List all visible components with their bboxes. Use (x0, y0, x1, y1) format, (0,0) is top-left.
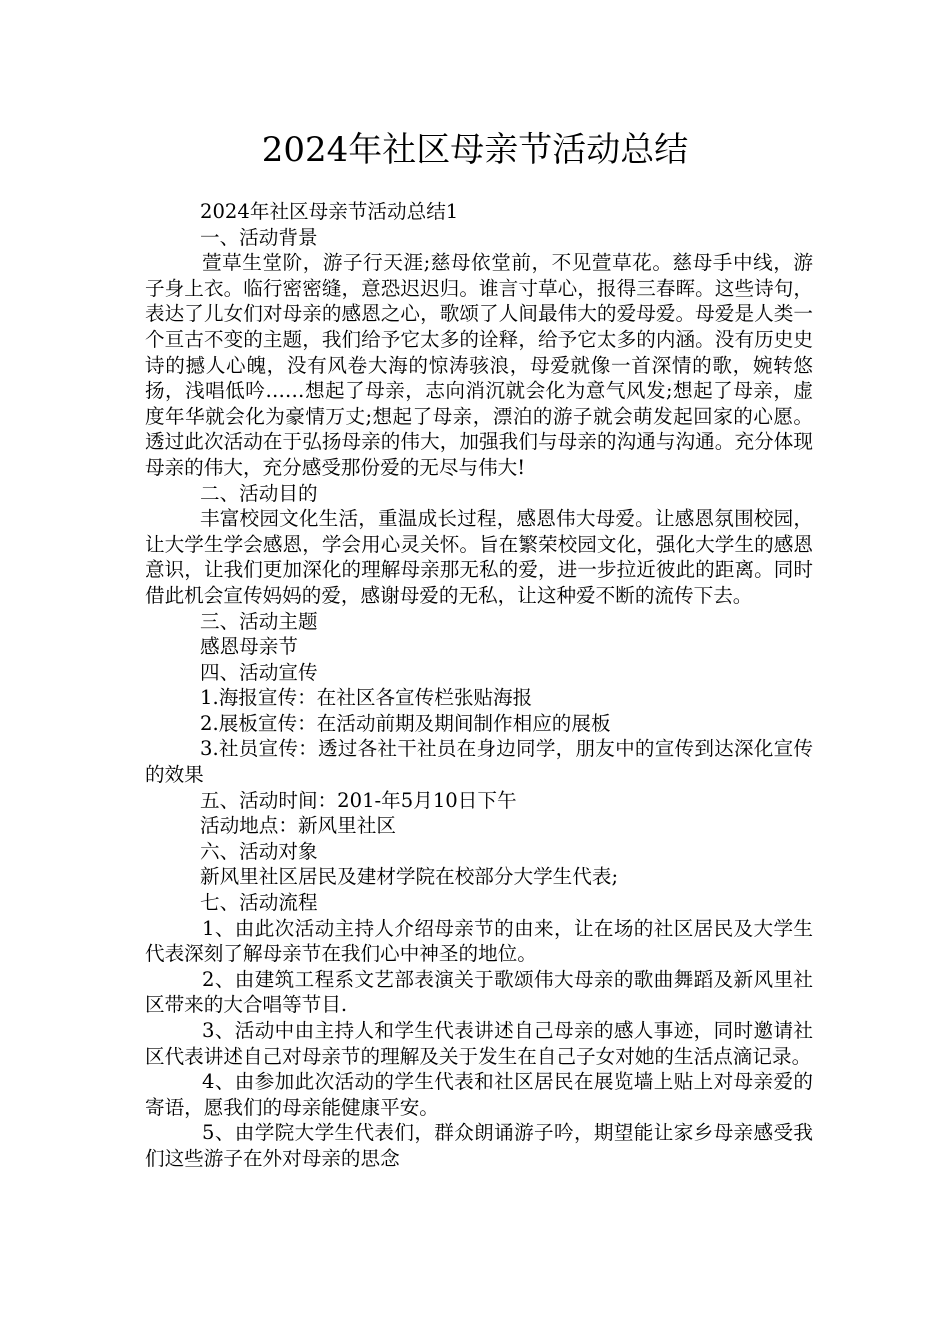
heading-time: 五、活动时间：201-年5月10日下午 (200, 788, 517, 812)
list-item-poster: 1.海报宣传：在社区各宣传栏张贴海报 (200, 686, 533, 710)
section-subtitle: 2024年社区母亲节活动总结1 (200, 200, 459, 223)
heading-background: 一、活动背景 (200, 225, 318, 249)
heading-theme: 三、活动主题 (200, 609, 318, 633)
heading-process: 七、活动流程 (200, 891, 318, 915)
list-item-process-1: 1、由此次活动主持人介绍母亲节的由来，让在场的社区居民及大学生代表深刻了解母亲节在我们心中神圣的地位。 (145, 916, 813, 966)
list-item-process-5: 5、由学院大学生代表们，群众朗诵游子吟，期望能让家乡母亲感受我们这些游子在外对母亲的思念 (145, 1121, 813, 1170)
list-item-process-3: 3、活动中由主持人和学生代表讲述自己母亲的感人事迹，同时邀请社区代表讲述自己对母亲节的理解及关于发生在自己子女对她的生活点滴记录。 (145, 1019, 813, 1068)
document-title: 2024年社区母亲节活动总结 (261, 130, 689, 170)
paragraph-audience: 新风里社区居民及建材学院在校部分大学生代表; (200, 865, 619, 889)
heading-promotion: 四、活动宣传 (200, 660, 318, 684)
paragraph-purpose: 丰富校园文化生活，重温成长过程，感恩伟大母爱。让感恩氛围校园，让大学生学会感恩，学会用心灵关怀。旨在繁荣校园文化，强化大学生的感恩意识，让我们更加深化的理解母亲那无私的爱，进一步拉近彼此的距离。同时借此机会宣传妈妈的爱，感谢母爱的无私，让这种爱不断的流传下去。 (145, 507, 813, 607)
list-item-board: 2.展板宣传：在活动前期及期间制作相应的展板 (200, 711, 611, 735)
list-item-members: 3.社员宣传：透过各社干社员在身边同学，朋友中的宣传到达深化宣传的效果 (145, 737, 813, 787)
list-item-process-2: 2、由建筑工程系文艺部表演关于歌颂伟大母亲的歌曲舞蹈及新风里社区带来的大合唱等节目. (145, 967, 813, 1017)
list-item-process-4: 4、由参加此次活动的学生代表和社区居民在展览墙上贴上对母亲爱的寄语，愿我们的母亲能健康平安。 (145, 1070, 813, 1119)
paragraph-theme: 感恩母亲节 (200, 635, 298, 659)
paragraph-background: 萱草生堂阶，游子行天涯;慈母依堂前，不见萱草花。慈母手中线，游子身上衣。临行密密缝，意恐迟迟归。谁言寸草心，报得三春晖。这些诗句，表达了儿女们对母亲的感恩之心，歌颂了人间最伟大的爱母爱。母爱是人类一个亘古不变的主题，我们给予它太多的诠释，给予它太多的内涵。没有历史史诗的撼人心魄，没有风卷大海的惊涛骇浪，母爱就像一首深情的歌，婉转悠扬，浅唱低吟……想起了母亲，志向消沉就会化为意气风发;想起了母亲，虚度年华就会化为豪情万丈;想起了母亲，漂泊的游子就会萌发起回家的心愿。透过此次活动在于弘扬母亲的伟大，加强我们与母亲的沟通与沟通。充分体现母亲的伟大，充分感受那份爱的无尽与伟大! (145, 251, 813, 479)
heading-purpose: 二、活动目的 (200, 481, 318, 505)
paragraph-location: 活动地点：新风里社区 (200, 814, 396, 838)
heading-audience: 六、活动对象 (200, 839, 318, 863)
document-body (145, 199, 813, 1172)
